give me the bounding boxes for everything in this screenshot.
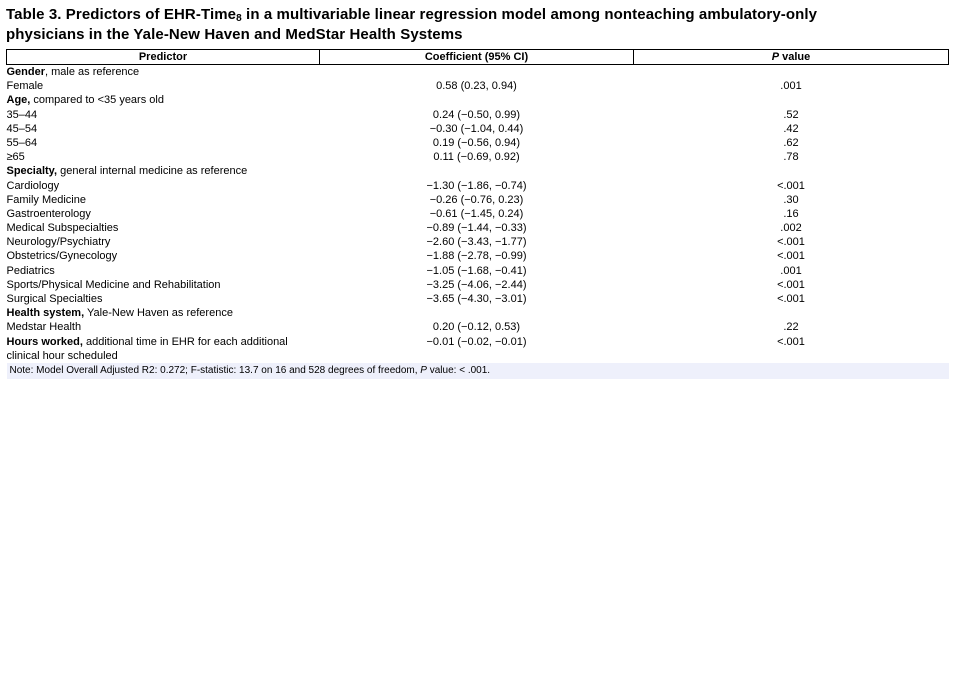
coefficient-cell: −0.26 (−0.76, 0.23): [429, 193, 524, 206]
header-p-value: [634, 50, 949, 65]
predictor-cell: 35–44: [6, 108, 38, 121]
predictor-cell: Medical Subspecialties: [6, 222, 119, 235]
note-p-italic: P: [420, 364, 427, 376]
section-title: Age,: [6, 94, 31, 107]
section-row: [7, 65, 949, 80]
title-prefix: Table 3. Predictors of EHR-Time: [6, 6, 237, 23]
table-row: [7, 193, 949, 207]
title-suffix: in a multivariable linear regression model among nonteaching ambulatory-only: [241, 6, 818, 23]
coefficient-cell: 0.11 (−0.69, 0.92): [433, 151, 520, 164]
table-body: [7, 65, 949, 363]
section-data-row: [7, 335, 949, 363]
section-row: [7, 164, 949, 178]
table-row: [7, 150, 949, 164]
table-row: [7, 235, 949, 249]
section-reference: compared to <35 years old: [30, 94, 164, 107]
p-value-cell: .002: [780, 222, 802, 235]
coefficient-cell: −1.88 (−2.78, −0.99): [426, 250, 527, 263]
table-title: [6, 5, 948, 45]
header-predictor: Predictor: [7, 50, 320, 65]
p-value-cell: .42: [783, 122, 799, 135]
section-reference: general internal medicine as reference: [57, 165, 248, 178]
header-row: [7, 50, 949, 65]
section-row: [7, 306, 949, 320]
coefficient-cell: −1.30 (−1.86, −0.74): [426, 179, 527, 192]
p-value-cell: <.001: [777, 293, 805, 305]
section-label: [7, 93, 949, 107]
coefficient-cell: 0.19 (−0.56, 0.94): [432, 136, 521, 149]
coefficient-cell: 0.20 (−0.12, 0.53): [432, 321, 521, 334]
predictor-cell: [7, 335, 320, 363]
predictor-cell: Family Medicine: [6, 193, 86, 206]
section-title: Hours worked,: [6, 335, 83, 348]
p-value-cell: <.001: [777, 335, 805, 348]
section-title: Gender: [6, 66, 46, 78]
p-value-cell: .22: [783, 321, 799, 334]
predictor-cell: Surgical Specialties: [6, 293, 103, 305]
predictor-cell: Gastroenterology: [6, 207, 91, 220]
p-value-cell: <.001: [777, 236, 805, 249]
p-value-cell: .16: [783, 207, 799, 220]
header-p-italic: P: [771, 50, 780, 63]
note-row: [7, 363, 949, 379]
section-row: [7, 93, 949, 107]
table-row: [7, 179, 949, 193]
section-label: [7, 164, 949, 178]
predictor-cell: 55–64: [6, 136, 38, 149]
title-subscript: 8: [236, 13, 242, 24]
note-text-1: Note: Model Overall Adjusted R2: 0.272; F-statistic: 13.7 on 16 and 528 degrees of freedom,: [9, 364, 421, 376]
table-row: [7, 136, 949, 150]
coefficient-cell: −0.01 (−0.02, −0.01): [426, 335, 527, 348]
p-value-cell: <.001: [777, 278, 805, 291]
header-p-rest: value: [779, 50, 811, 63]
table-note: [7, 363, 949, 379]
section-reference: additional time in EHR for each additional clinical hour scheduled: [6, 335, 288, 362]
p-value-cell: .001: [780, 80, 802, 93]
coefficient-cell: −0.61 (−1.45, 0.24): [429, 207, 524, 220]
coefficient-cell: −2.60 (−3.43, −1.77): [426, 236, 527, 249]
predictor-cell: Obstetrics/Gynecology: [6, 250, 118, 263]
p-value-cell: <.001: [777, 179, 805, 192]
coefficient-cell: −0.89 (−1.44, −0.33): [426, 222, 527, 235]
table-row: [7, 320, 949, 334]
predictor-cell: Neurology/Psychiatry: [6, 236, 111, 249]
coefficient-cell: −1.05 (−1.68, −0.41): [426, 264, 527, 277]
table-row: [7, 249, 949, 263]
section-label: [7, 306, 949, 320]
regression-table: [6, 49, 949, 379]
coefficient-cell: −0.30 (−1.04, 0.44): [429, 122, 524, 135]
header-coefficient: Coefficient (95% CI): [320, 50, 634, 65]
predictor-cell: Female: [6, 80, 44, 93]
table-row: [7, 108, 949, 122]
title-line2: physicians in the Yale-New Haven and MedStar Health Systems: [6, 26, 463, 43]
predictor-cell: Sports/Physical Medicine and Rehabilitation: [6, 278, 221, 291]
p-value-cell: .30: [783, 193, 799, 206]
section-reference: Yale-New Haven as reference: [84, 307, 233, 320]
predictor-cell: Cardiology: [6, 179, 60, 192]
p-value-cell: .001: [780, 264, 802, 277]
table-row: [7, 221, 949, 235]
table-row: [7, 264, 949, 278]
predictor-cell: Pediatrics: [6, 264, 55, 277]
predictor-cell: ≥65: [6, 151, 25, 164]
coefficient-cell: 0.24 (−0.50, 0.99): [432, 108, 521, 121]
section-label: [7, 65, 949, 80]
table-container: [6, 5, 948, 379]
section-reference: , male as reference: [45, 66, 140, 78]
section-title: Specialty,: [6, 165, 58, 178]
p-value-cell: <.001: [777, 250, 805, 263]
predictor-cell: Medstar Health: [6, 321, 82, 334]
coefficient-cell: −3.25 (−4.06, −2.44): [426, 278, 527, 291]
table-row: [7, 278, 949, 292]
coefficient-cell: 0.58 (0.23, 0.94): [436, 80, 517, 93]
table-row: [7, 207, 949, 221]
table-row: [7, 122, 949, 136]
coefficient-cell: −3.65 (−4.30, −3.01): [426, 293, 527, 305]
note-text-2: value: < .001.: [426, 364, 491, 376]
section-title: Health system,: [6, 307, 85, 320]
p-value-cell: .78: [783, 151, 799, 164]
table-row: [7, 292, 949, 306]
predictor-cell: 45–54: [6, 122, 38, 135]
table-row: [7, 79, 949, 93]
p-value-cell: .62: [783, 136, 799, 149]
p-value-cell: .52: [783, 108, 799, 121]
